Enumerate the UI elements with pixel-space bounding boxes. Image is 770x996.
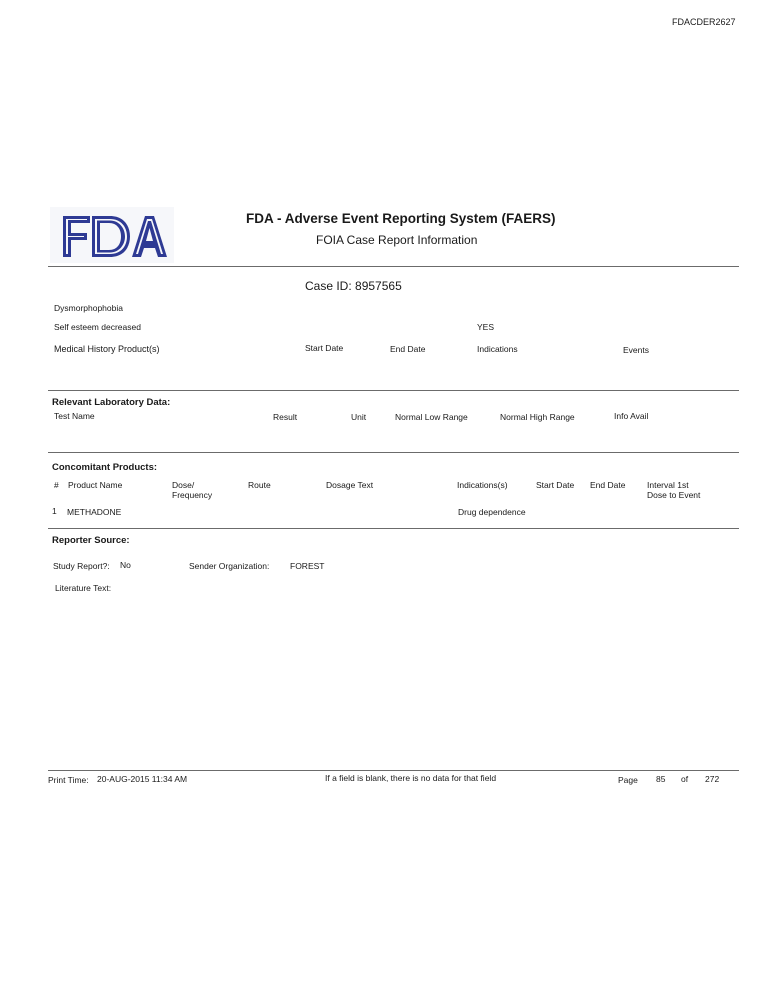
section-divider xyxy=(48,452,739,453)
footer-divider xyxy=(48,770,739,771)
case-id xyxy=(305,279,402,293)
study-report-label: Study Report?: xyxy=(53,561,110,571)
mh-start-date-header: Start Date xyxy=(305,343,344,353)
document-id: FDACDER2627 xyxy=(672,17,736,27)
mh-indications-header: Indications xyxy=(477,344,518,354)
cp-row-product: METHADONE xyxy=(67,507,122,517)
section-divider xyxy=(48,528,739,529)
sender-org-value: FOREST xyxy=(290,561,325,571)
cp-product-header: Product Name xyxy=(68,480,123,490)
blank-field-note: If a field is blank, there is no data for that field xyxy=(325,773,497,783)
mh-events-header: Events xyxy=(623,345,649,355)
lab-section-title: Relevant Laboratory Data: xyxy=(52,397,171,408)
cp-num-header: # xyxy=(54,480,59,490)
lab-unit-header: Unit xyxy=(351,412,367,422)
cp-row-num: 1 xyxy=(52,506,57,516)
lab-low-range-header: Normal Low Range xyxy=(395,412,468,422)
print-time-label: Print Time: xyxy=(48,775,89,785)
case-id-value: 8957565 xyxy=(355,279,402,293)
cp-row-indication: Drug dependence xyxy=(458,507,526,517)
sender-org-label: Sender Organization: xyxy=(189,561,270,571)
report-subtitle: FOIA Case Report Information xyxy=(316,233,478,247)
cp-interval-header: Interval 1st xyxy=(647,480,689,490)
print-time-value: 20-AUG-2015 11:34 AM xyxy=(97,774,188,784)
cp-interval-header-line2: Dose to Event xyxy=(647,490,701,500)
section-divider xyxy=(48,390,739,391)
fda-logo xyxy=(50,207,174,263)
study-report-value: No xyxy=(120,560,131,570)
lab-test-name-header: Test Name xyxy=(54,411,95,421)
cp-dose-header: Dose/ xyxy=(172,480,195,490)
cp-route-header: Route xyxy=(248,480,271,490)
page-total: 272 xyxy=(705,774,720,784)
page-label: Page xyxy=(618,775,638,785)
case-id-label: Case ID: xyxy=(305,279,352,293)
report-title: FDA - Adverse Event Reporting System (FAERS) xyxy=(246,211,556,226)
lab-info-avail-header: Info Avail xyxy=(614,411,649,421)
cp-frequency-header: Frequency xyxy=(172,490,213,500)
header-divider xyxy=(48,266,739,267)
event-flag: YES xyxy=(477,322,495,332)
medical-history-header: Medical History Product(s) xyxy=(54,344,160,354)
literature-text-label: Literature Text: xyxy=(55,583,112,593)
page-number: 85 xyxy=(656,774,666,784)
cp-end-date-header: End Date xyxy=(590,480,626,490)
cp-indications-header: Indications(s) xyxy=(457,480,508,490)
lab-high-range-header: Normal High Range xyxy=(500,412,575,422)
cp-start-date-header: Start Date xyxy=(536,480,575,490)
concomitant-section-title: Concomitant Products: xyxy=(52,462,158,473)
cp-dosage-text-header: Dosage Text xyxy=(326,480,374,490)
event-item: Dysmorphophobia xyxy=(54,303,123,313)
mh-end-date-header: End Date xyxy=(390,344,426,354)
event-item: Self esteem decreased xyxy=(54,322,141,332)
lab-result-header: Result xyxy=(273,412,298,422)
reporter-section-title: Reporter Source: xyxy=(52,535,130,546)
page-of-label: of xyxy=(681,774,689,784)
